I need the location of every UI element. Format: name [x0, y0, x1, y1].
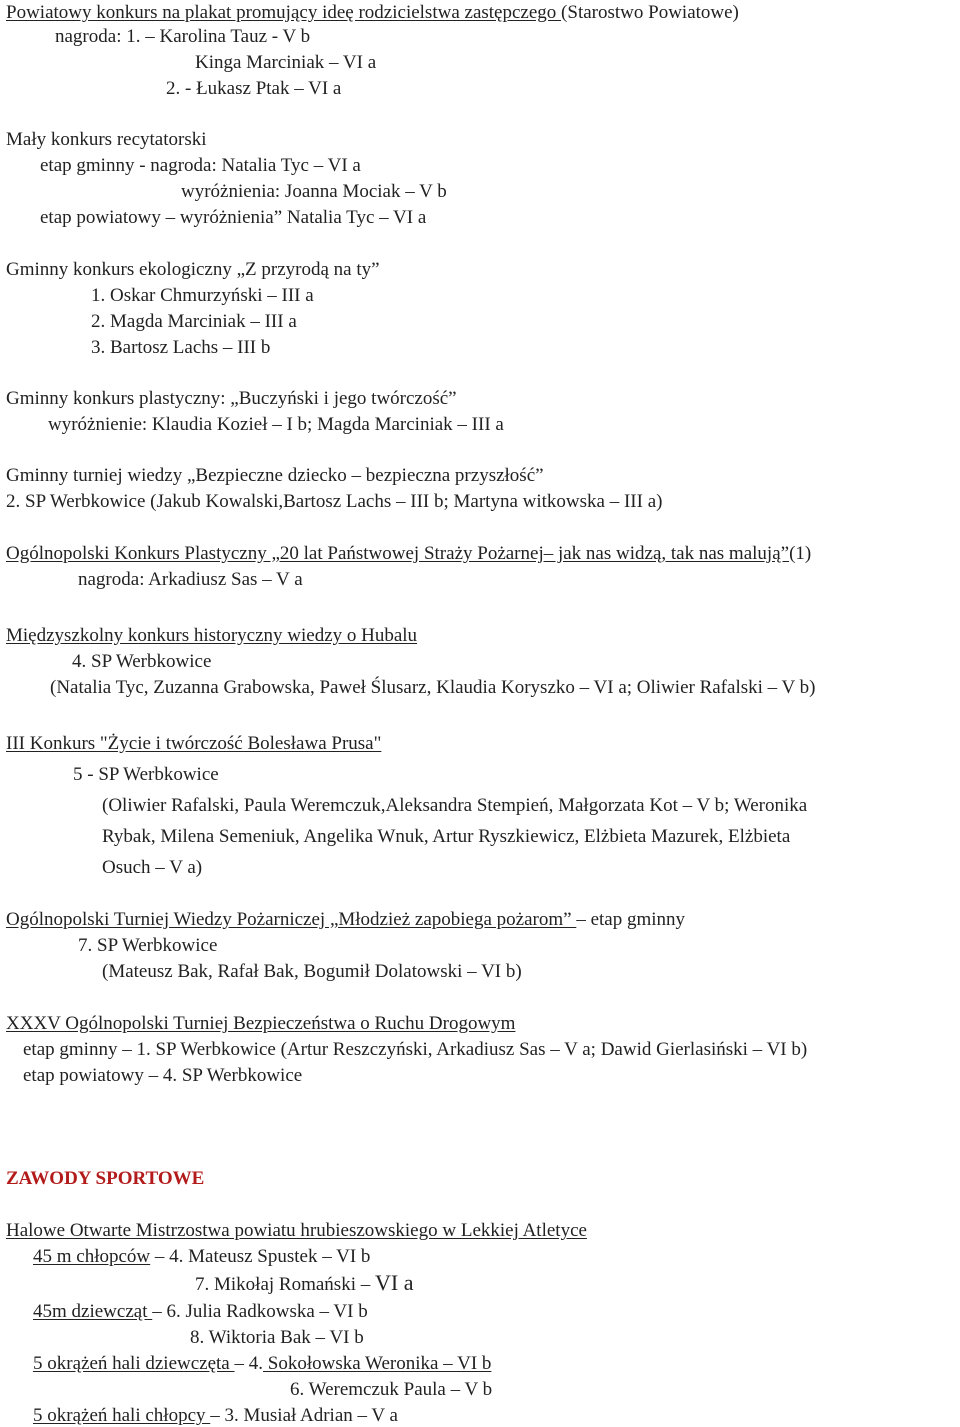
section-heading: Gminny konkurs plastyczny: „Buczyński i jego twórczość”	[6, 388, 457, 409]
text-line: (Mateusz Bak, Rafał Bak, Bogumił Dolatowski – VI b)	[102, 961, 522, 982]
heading-link: Ogólnopolski Turniej Wiedzy Pożarniczej „Młodzież zapobiega pożarom”	[6, 909, 577, 930]
result-line	[33, 1405, 398, 1427]
event-name: 45 m chłopców	[33, 1246, 151, 1267]
text-line: etap gminny – 1. SP Werbkowice (Artur Reszczyński, Arkadiusz Sas – V a; Dawid Gierlasiński – VI b)	[23, 1039, 808, 1060]
text-line: nagroda: Arkadiusz Sas – V a	[78, 569, 303, 590]
list-item: 3. Bartosz Lachs – III b	[91, 337, 271, 358]
result-text: – 4. Mateusz Spustek – VI b	[150, 1246, 371, 1267]
text-line: nagroda: 1. – Karolina Tauz - V b	[55, 26, 311, 47]
event-name: 5 okrążeń hali dziewczęta	[33, 1353, 235, 1374]
section-heading: Gminny turniej wiedzy „Bezpieczne dziecko – bezpieczna przyszłość”	[6, 465, 544, 486]
list-item: 5 - SP Werbkowice	[73, 764, 219, 785]
text-line: etap gminny - nagroda: Natalia Tyc – VI a	[40, 155, 361, 176]
section-heading: Międzyszkolny konkurs historyczny wiedzy o Hubalu	[6, 625, 418, 646]
section-heading: Halowe Otwarte Mistrzostwa powiatu hrubieszowskiego w Lekkiej Atletyce	[6, 1220, 587, 1241]
list-item: 1. Oskar Chmurzyński – III a	[91, 285, 314, 306]
section-heading	[6, 909, 685, 931]
result-line: 8. Wiktoria Bak – VI b	[190, 1327, 364, 1348]
result-text: Sokołowska Weronika – VI b	[263, 1353, 492, 1374]
section-heading: Gminny konkurs ekologiczny „Z przyrodą na ty”	[6, 259, 380, 280]
heading-link: Ogólnopolski Konkurs Plastyczny „20 lat Państwowej Straży Pożarnej– jak nas widzą, tak nas malują”	[6, 543, 790, 564]
text-line: Rybak, Milena Semeniuk, Angelika Wnuk, Artur Ryszkiewicz, Elżbieta Mazurek, Elżbieta	[102, 826, 791, 847]
list-item: 4. SP Werbkowice	[72, 651, 212, 672]
text-line: etap powiatowy – 4. SP Werbkowice	[23, 1065, 303, 1086]
section-heading: III Konkurs "Życie i twórczość Bolesława Prusa"	[6, 733, 382, 754]
section-heading: XXXV Ogólnopolski Turniej Bezpieczeństwa o Ruchu Drogowym	[6, 1013, 516, 1034]
result-text: – 6. Julia Radkowska – VI b	[152, 1301, 368, 1322]
text-line: 2. - Łukasz Ptak – VI a	[166, 78, 342, 99]
event-name: 45m dziewcząt	[33, 1301, 153, 1322]
text-line	[6, 2, 739, 24]
result-line	[195, 1272, 413, 1296]
text-line: etap powiatowy – wyróżnienia” Natalia Tyc – VI a	[40, 207, 427, 228]
text-line: (Natalia Tyc, Zuzanna Grabowska, Paweł Ślusarz, Klaudia Koryszko – VI a; Oliwier Rafalski – V b)	[50, 677, 816, 698]
result-text: VI a	[374, 1270, 414, 1295]
event-name: 5 okrążeń hali chłopcy	[33, 1405, 211, 1426]
text-fragment: (Starostwo Powiatowe)	[561, 2, 739, 23]
section-heading	[6, 543, 811, 565]
section-heading: Mały konkurs recytatorski	[6, 129, 207, 150]
result-line	[33, 1301, 368, 1323]
text-line: (Oliwier Rafalski, Paula Weremczuk,Aleksandra Stempień, Małgorzata Kot – V b; Weronika	[102, 795, 808, 816]
text-fragment: (1)	[789, 543, 812, 564]
text-line: 2. SP Werbkowice (Jakub Kowalski,Bartosz Lachs – III b; Martyna witkowska – III a)	[6, 491, 663, 512]
text-line: Osuch – V a)	[102, 857, 203, 878]
result-line: 6. Weremczuk Paula – V b	[290, 1379, 493, 1400]
result-line	[33, 1353, 491, 1375]
text-line: wyróżnienia: Joanna Mociak – V b	[181, 181, 447, 202]
result-text: 7. Mikołaj Romański –	[195, 1274, 375, 1295]
text-fragment: – etap gminny	[576, 909, 686, 930]
heading-link: Powiatowy konkurs na plakat promujący ideę rodzicielstwa zastępczego	[6, 2, 562, 23]
list-item: 2. Magda Marciniak – III a	[91, 311, 297, 332]
sports-heading: ZAWODY SPORTOWE	[6, 1168, 205, 1189]
text-line: wyróżnienie: Klaudia Kozieł – I b; Magda Marciniak – III a	[48, 414, 504, 435]
result-text: – 3. Musiał Adrian – V a	[210, 1405, 398, 1426]
text-line: Kinga Marciniak – VI a	[195, 52, 377, 73]
result-line	[33, 1246, 370, 1268]
result-text: – 4.	[234, 1353, 263, 1374]
list-item: 7. SP Werbkowice	[78, 935, 218, 956]
